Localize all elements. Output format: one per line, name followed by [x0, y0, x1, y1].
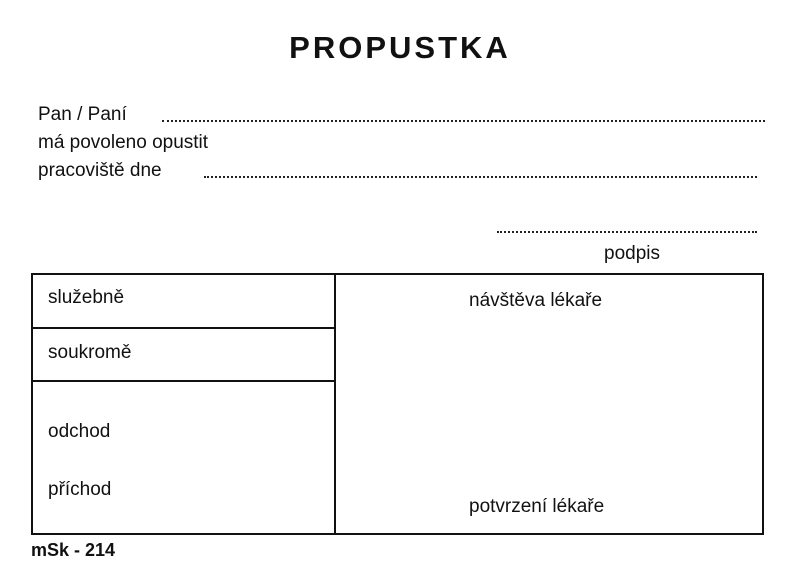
- table-divider-2: [33, 380, 334, 382]
- date-label: pracoviště dne: [38, 160, 162, 181]
- permission-text: má povoleno opustit: [38, 132, 209, 153]
- name-field[interactable]: [162, 120, 765, 122]
- table-divider-1: [33, 327, 334, 329]
- form-title: PROPUSTKA: [289, 30, 511, 65]
- arrival-label: příchod: [48, 479, 112, 500]
- pass-table: [31, 273, 764, 535]
- signature-field[interactable]: [497, 231, 757, 233]
- form-code: mSk - 214: [31, 540, 116, 560]
- doctor-visit-label: návštěva lékaře: [469, 290, 603, 311]
- departure-label: odchod: [48, 421, 111, 442]
- name-label: Pan / Paní: [38, 104, 127, 125]
- date-field[interactable]: [204, 176, 757, 178]
- doctor-confirmation-label: potvrzení lékaře: [469, 496, 605, 517]
- signature-label: podpis: [604, 243, 660, 264]
- table-vertical-divider: [334, 275, 336, 533]
- official-checkbox-label[interactable]: služebně: [48, 287, 125, 308]
- private-checkbox-label[interactable]: soukromě: [48, 342, 132, 363]
